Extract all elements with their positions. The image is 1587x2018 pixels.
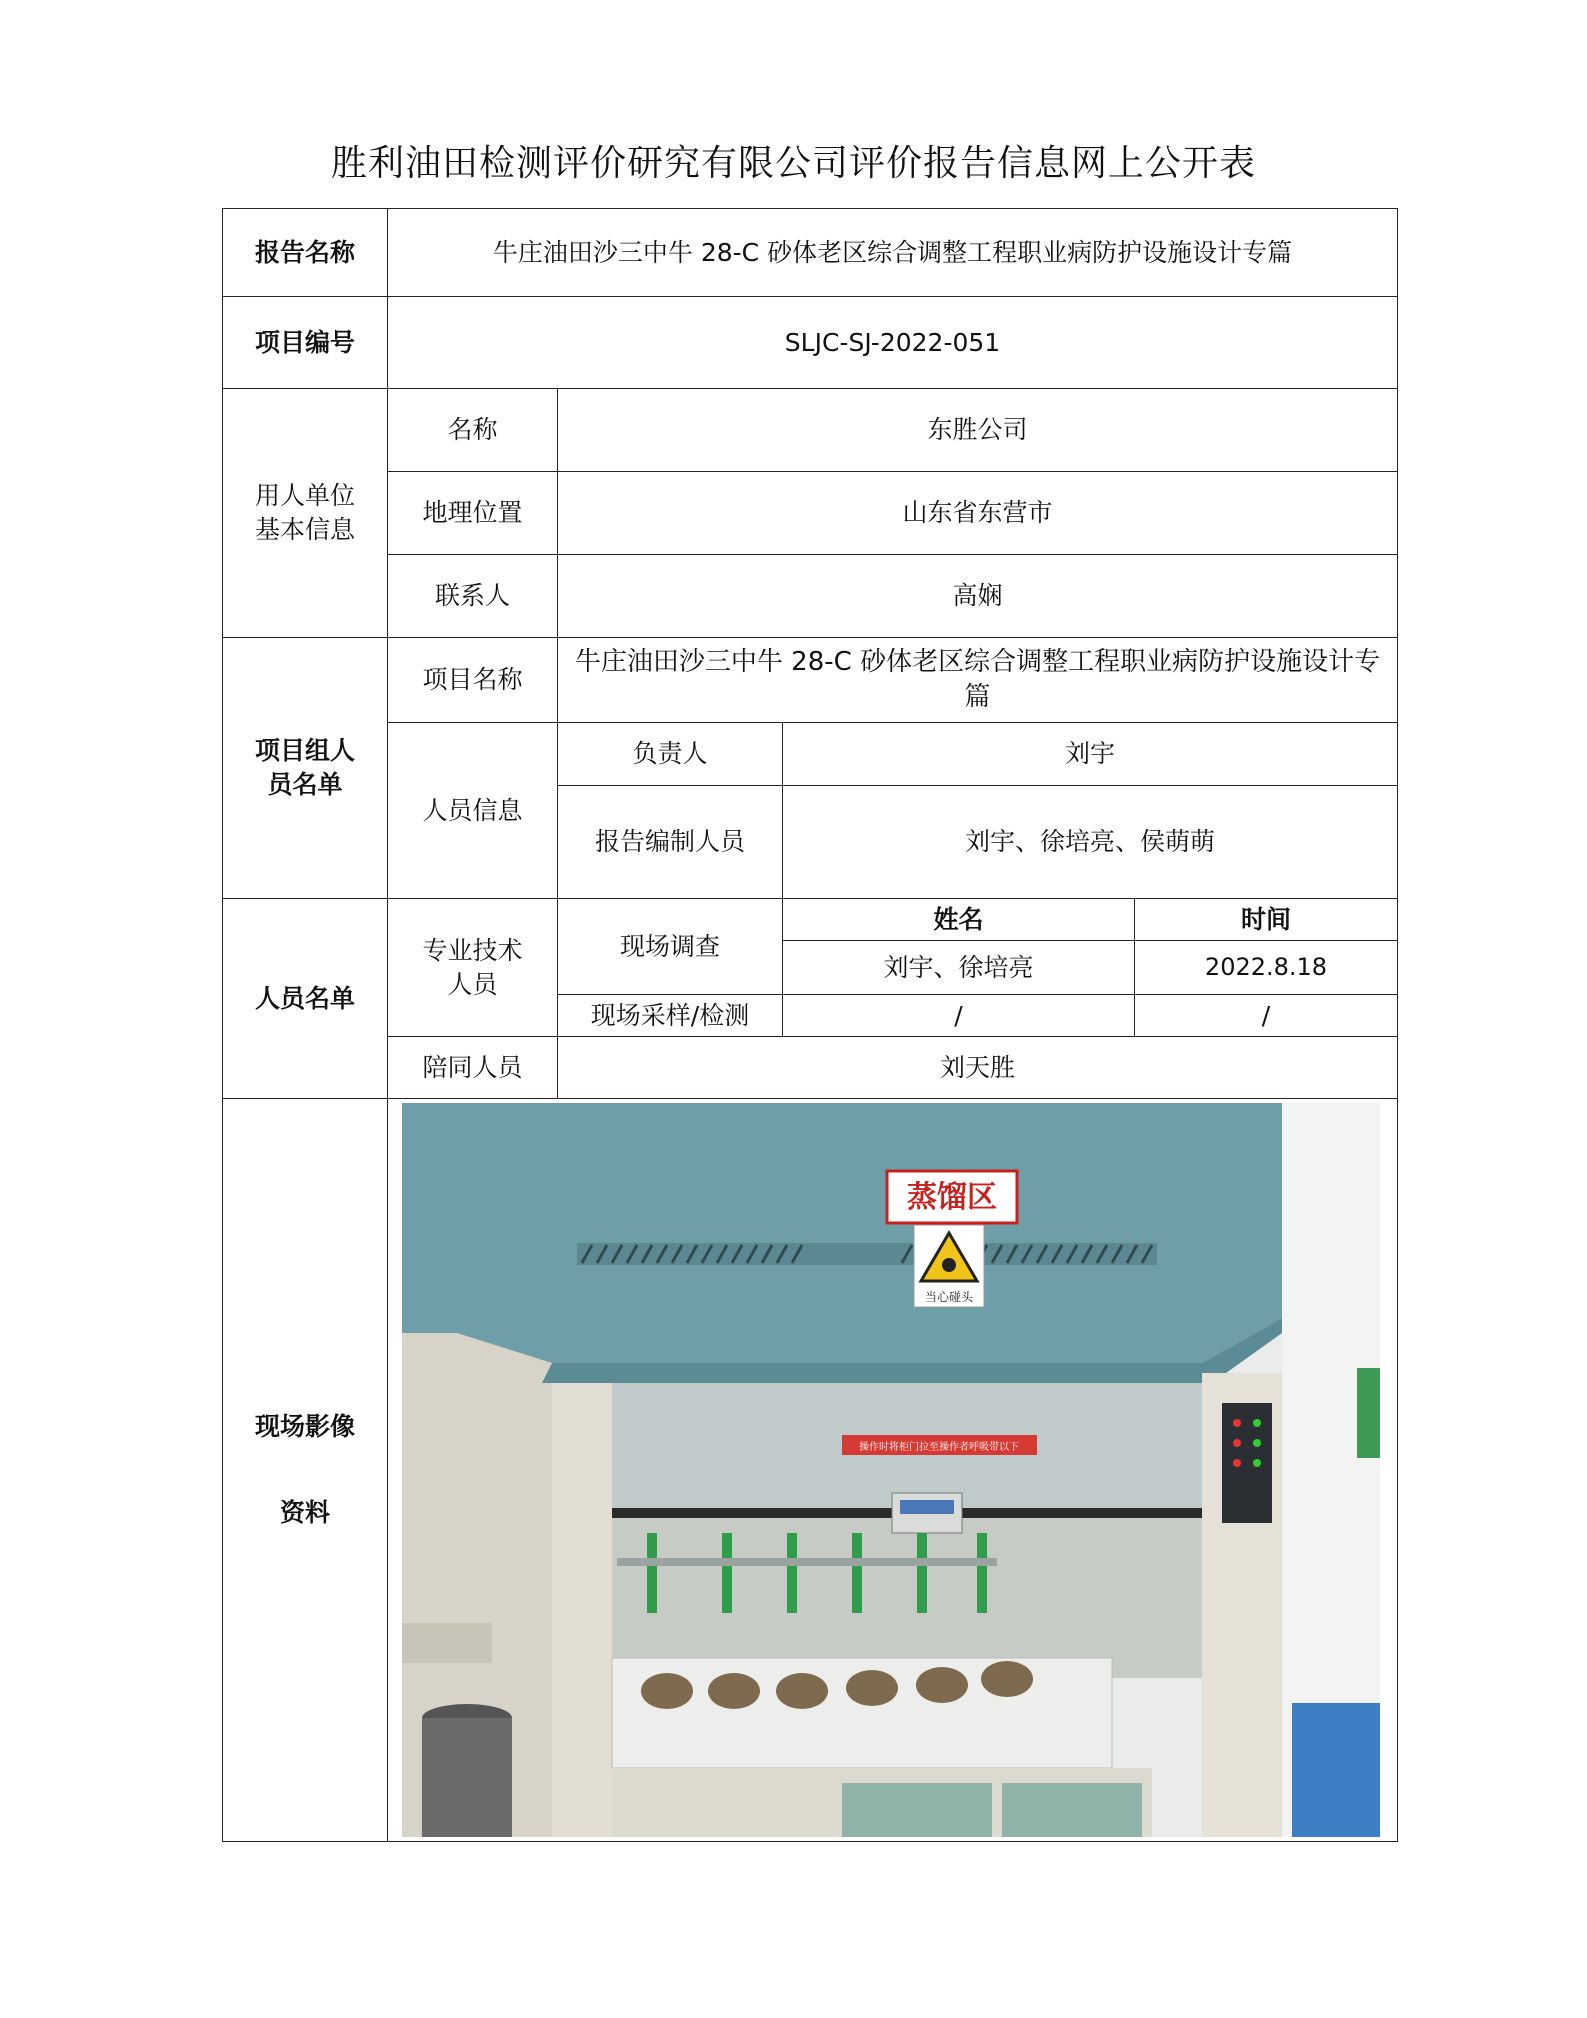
employer-name-value: 东胜公司: [558, 389, 1398, 472]
escort-label: 陪同人员: [388, 1037, 558, 1099]
team-lead-row: [223, 723, 1398, 786]
side-cabinet: [1292, 1703, 1380, 1837]
media-label-line1: 现场影像: [254, 1412, 355, 1442]
media-section-label: [223, 1099, 388, 1842]
escort-row: [223, 1037, 1398, 1099]
hood-vent: [577, 1243, 1157, 1265]
team-project-row: [223, 638, 1398, 723]
tech-staff-label: [388, 899, 558, 1037]
sash-banner-text: 操作时将柜门拉至操作者呼吸带以下: [859, 1442, 1019, 1453]
employer-name-row: [223, 389, 1398, 472]
team-label-line2: 员名单: [267, 770, 343, 799]
media-label-line2: 资料: [279, 1498, 330, 1527]
employer-name-label: 名称: [388, 389, 558, 472]
project-code-row: [223, 297, 1398, 389]
warning-sign-text: 当心碰头: [924, 1290, 974, 1304]
name-column-header: 姓名: [783, 899, 1135, 941]
employer-contact-row: [223, 555, 1398, 638]
distillation-sign-text: 蒸馏区: [907, 1180, 997, 1215]
media-row: [223, 1099, 1398, 1842]
site-photo: [402, 1103, 1380, 1837]
wall-poster: [1357, 1368, 1380, 1458]
team-section-label: [223, 638, 388, 899]
media-photo-cell: [388, 1099, 1398, 1842]
survey-date: 2022.8.18: [1135, 941, 1398, 995]
team-lead-label: 负责人: [558, 723, 783, 786]
escort-value: 刘天胜: [558, 1037, 1398, 1099]
report-table: [222, 208, 1398, 1842]
team-lead-value: 刘宇: [783, 723, 1398, 786]
employer-section-label: [223, 389, 388, 638]
employer-contact-label: 联系人: [388, 555, 558, 638]
tech-label-line1: 专业技术: [422, 935, 523, 965]
report-name-label: 报告名称: [223, 209, 388, 297]
employer-label-line1: 用人单位: [254, 481, 355, 511]
employer-label-line2: 基本信息: [254, 515, 355, 544]
sampling-label: 现场采样/检测: [558, 995, 783, 1037]
survey-label: 现场调查: [558, 899, 783, 995]
employer-location-label: 地理位置: [388, 472, 558, 555]
survey-names: 刘宇、徐培亮: [783, 941, 1135, 995]
employer-contact-value: 高娴: [558, 555, 1398, 638]
tech-label-line2: 人员: [447, 969, 498, 999]
team-project-value: 牛庄油田沙三中牛 28-C 砂体老区综合调整工程职业病防护设施设计专篇: [558, 638, 1398, 723]
project-code-value: SLJC-SJ-2022-051: [388, 297, 1398, 389]
employer-location-row: [223, 472, 1398, 555]
team-project-label: 项目名称: [388, 638, 558, 723]
hood-canopy: [457, 1103, 1282, 1363]
time-column-header: 时间: [1135, 899, 1398, 941]
project-code-label: 项目编号: [223, 297, 388, 389]
control-panel: [1222, 1403, 1272, 1523]
sampling-date: /: [1135, 995, 1398, 1037]
personnel-section-label: 人员名单: [223, 899, 388, 1099]
report-name-row: [223, 209, 1398, 297]
personnel-header-row: [223, 899, 1398, 941]
team-writers-value: 刘宇、徐培亮、侯萌萌: [783, 786, 1398, 899]
report-name-value: 牛庄油田沙三中牛 28-C 砂体老区综合调整工程职业病防护设施设计专篇: [388, 209, 1398, 297]
employer-location-value: 山东省东营市: [558, 472, 1398, 555]
document-title: 胜利油田检测评价研究有限公司评价报告信息网上公开表: [330, 143, 1256, 184]
site-photo-illustration: [402, 1103, 1380, 1837]
team-writers-label: 报告编制人员: [558, 786, 783, 899]
team-label-line1: 项目组人: [254, 736, 355, 766]
sampling-names: /: [783, 995, 1135, 1037]
team-staff-label: 人员信息: [388, 723, 558, 899]
